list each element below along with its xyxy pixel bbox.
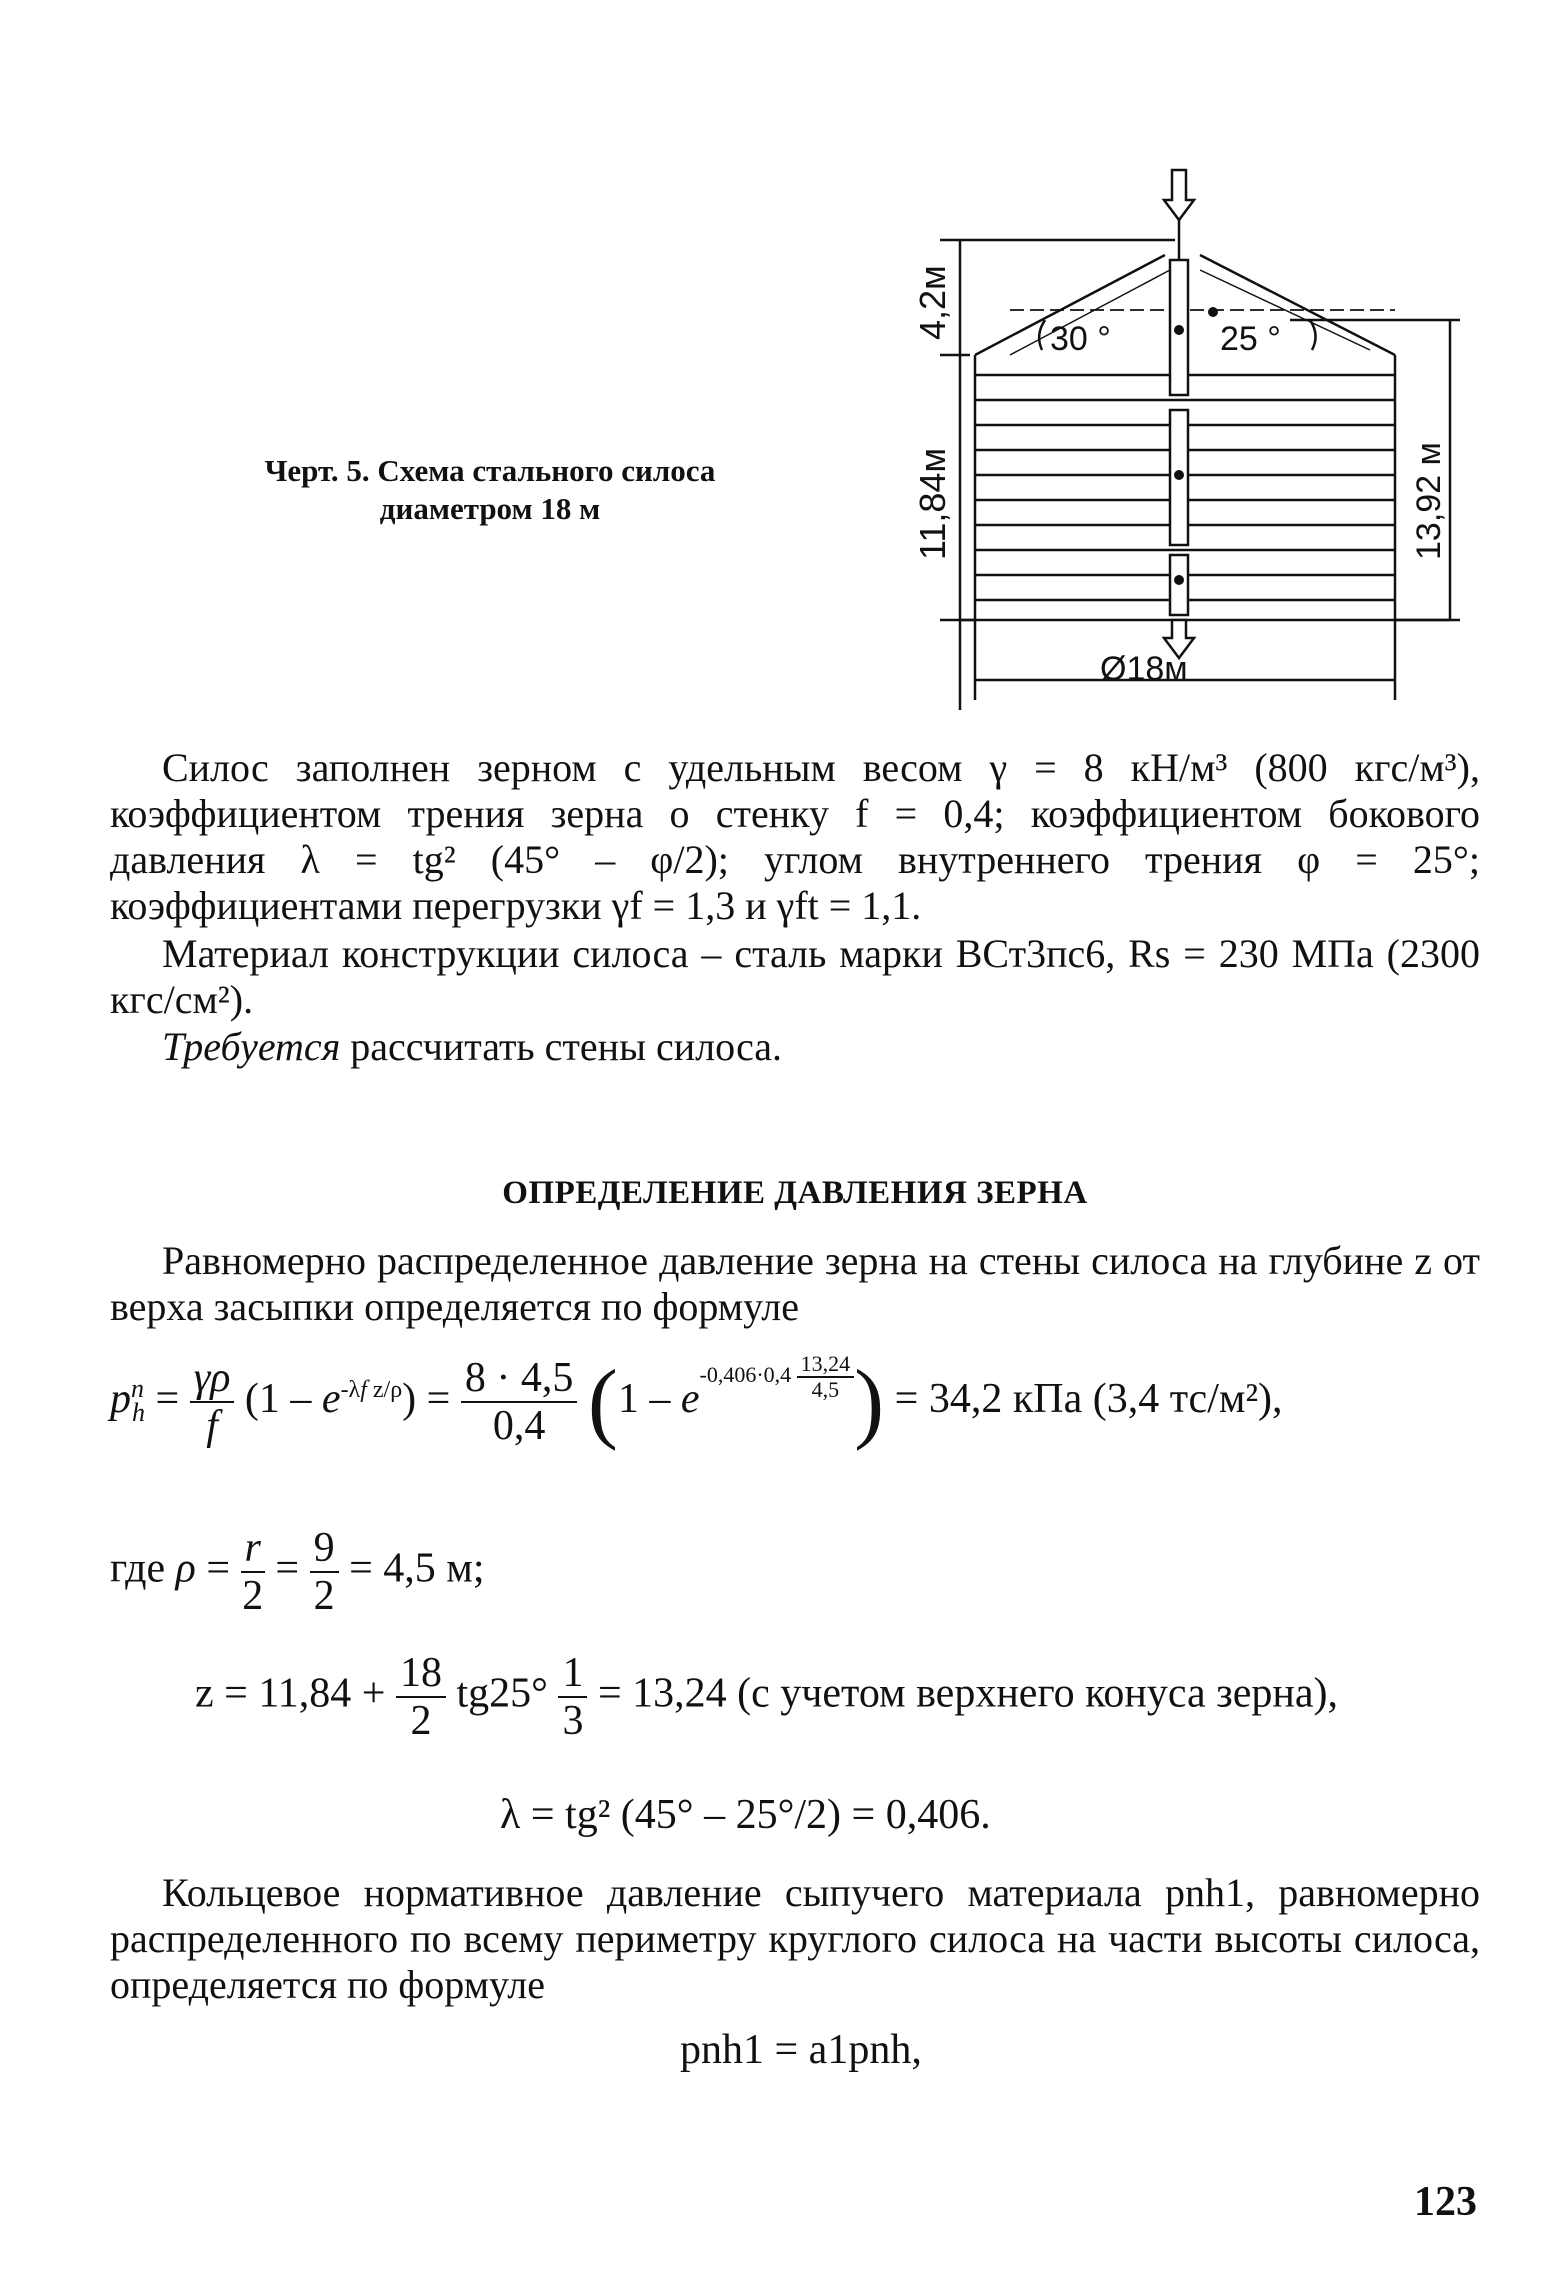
column-node (1208, 307, 1218, 317)
formula-exp: -0,406·0,4 (699, 1362, 792, 1387)
task-italic: Требуется (162, 1024, 341, 1069)
caption-line-1: Черт. 5. Схема стального силоса (264, 453, 716, 488)
formula-pressure: $p^n_h$ = $\frac{\gamma\rho}{f}$ $(1 - e^{-\lambda f z/\rho})$ = $\frac{8 \cdot 4,5}{0,4}$ ($1 - e^{-0,406\cdot 0,4 \frac{13,24}{4,5}}$ ) = 34,2 кПа (3,4 тс/м²), (110, 1350, 1283, 1452)
paragraph-ring-pressure: Кольцевое нормативное давление сыпучего материала pnh1, равномерно распределенного по всему периметру круглого силоса на части высоты силоса, определяется по формуле (110, 1870, 1480, 2007)
column-node (1174, 575, 1184, 585)
task-rest: рассчитать стены силоса. (340, 1024, 783, 1069)
caption-line-2: диаметром 18 м (379, 491, 601, 526)
rho-result: = 4,5 м; (349, 1545, 485, 1592)
column-node (1174, 470, 1184, 480)
silo-diagram (850, 160, 1490, 720)
page-number: 123 (1414, 2179, 1477, 2225)
roof-height-label: 4,2м (912, 265, 953, 340)
formula-const-2: 0,4 (492, 1403, 546, 1450)
formula-result: = 34,2 кПа (3,4 тс/м²), (894, 1376, 1283, 1422)
formula-exp-den: 4,5 (811, 1376, 840, 1402)
formula-z: z = 11,84 + $\frac{18}{2}$ tg25° $\frac{1}{3}$ = 13,24 (с учетом верхнего конуса зерна), (195, 1650, 1339, 1744)
z-tg: tg25° (456, 1670, 548, 1717)
diameter-label: Ø18м (1100, 650, 1188, 688)
angle-left-label: 30 ° (1050, 320, 1111, 358)
z-start: z = 11,84 + (195, 1670, 386, 1717)
rho-where: где (110, 1545, 166, 1592)
formula-ph1: pnh1 = a1pnh, (680, 2027, 922, 2073)
column-node (1174, 325, 1184, 335)
paragraph-conditions: Силос заполнен зерном с удельным весом γ = 8 кН/м³ (800 кгс/м³), коэффициентом трения зерна о стенку f = 0,4; коэффициентом бокового давления λ = tg² (45° – φ/2); углом внутреннего трения φ = 25°; коэффициентами перегрузки γf = 1,3 и γft = 1,1. (110, 745, 1480, 928)
formula-exp-num: 13,24 (797, 1352, 855, 1378)
wall-height-label: 11,84м (912, 447, 953, 560)
formula-rho: где ρ = $\frac{r}{2}$ = $\frac{9}{2}$ = 4,5 м; (110, 1525, 485, 1619)
total-height-label: 13,92 м (1410, 442, 1448, 560)
section-heading: ОПРЕДЕЛЕНИЕ ДАВЛЕНИЯ ЗЕРНА (502, 1175, 1088, 1211)
inflow-arrow-icon (1164, 170, 1194, 220)
figure-caption (200, 452, 780, 528)
formula-const-1: 8 · 4,5 (461, 1355, 578, 1403)
paragraph-task (110, 1024, 1480, 1070)
z-result: = 13,24 (с учетом верхнего конуса зерна), (597, 1670, 1339, 1717)
formula-lambda: λ = tg² (45° – 25°/2) = 0,406. (500, 1792, 991, 1838)
paragraph-pressure: Равномерно распределенное давление зерна на стены силоса на глубине z от верха засыпки определяется по формуле (110, 1238, 1480, 1329)
angle-right-label: 25 ° (1220, 320, 1281, 358)
paragraph-material: Материал конструкции силоса – сталь марки ВСт3пс6, Rs = 230 МПа (2300 кгс/см²). (110, 931, 1480, 1022)
angle-arc-left (1039, 320, 1045, 350)
